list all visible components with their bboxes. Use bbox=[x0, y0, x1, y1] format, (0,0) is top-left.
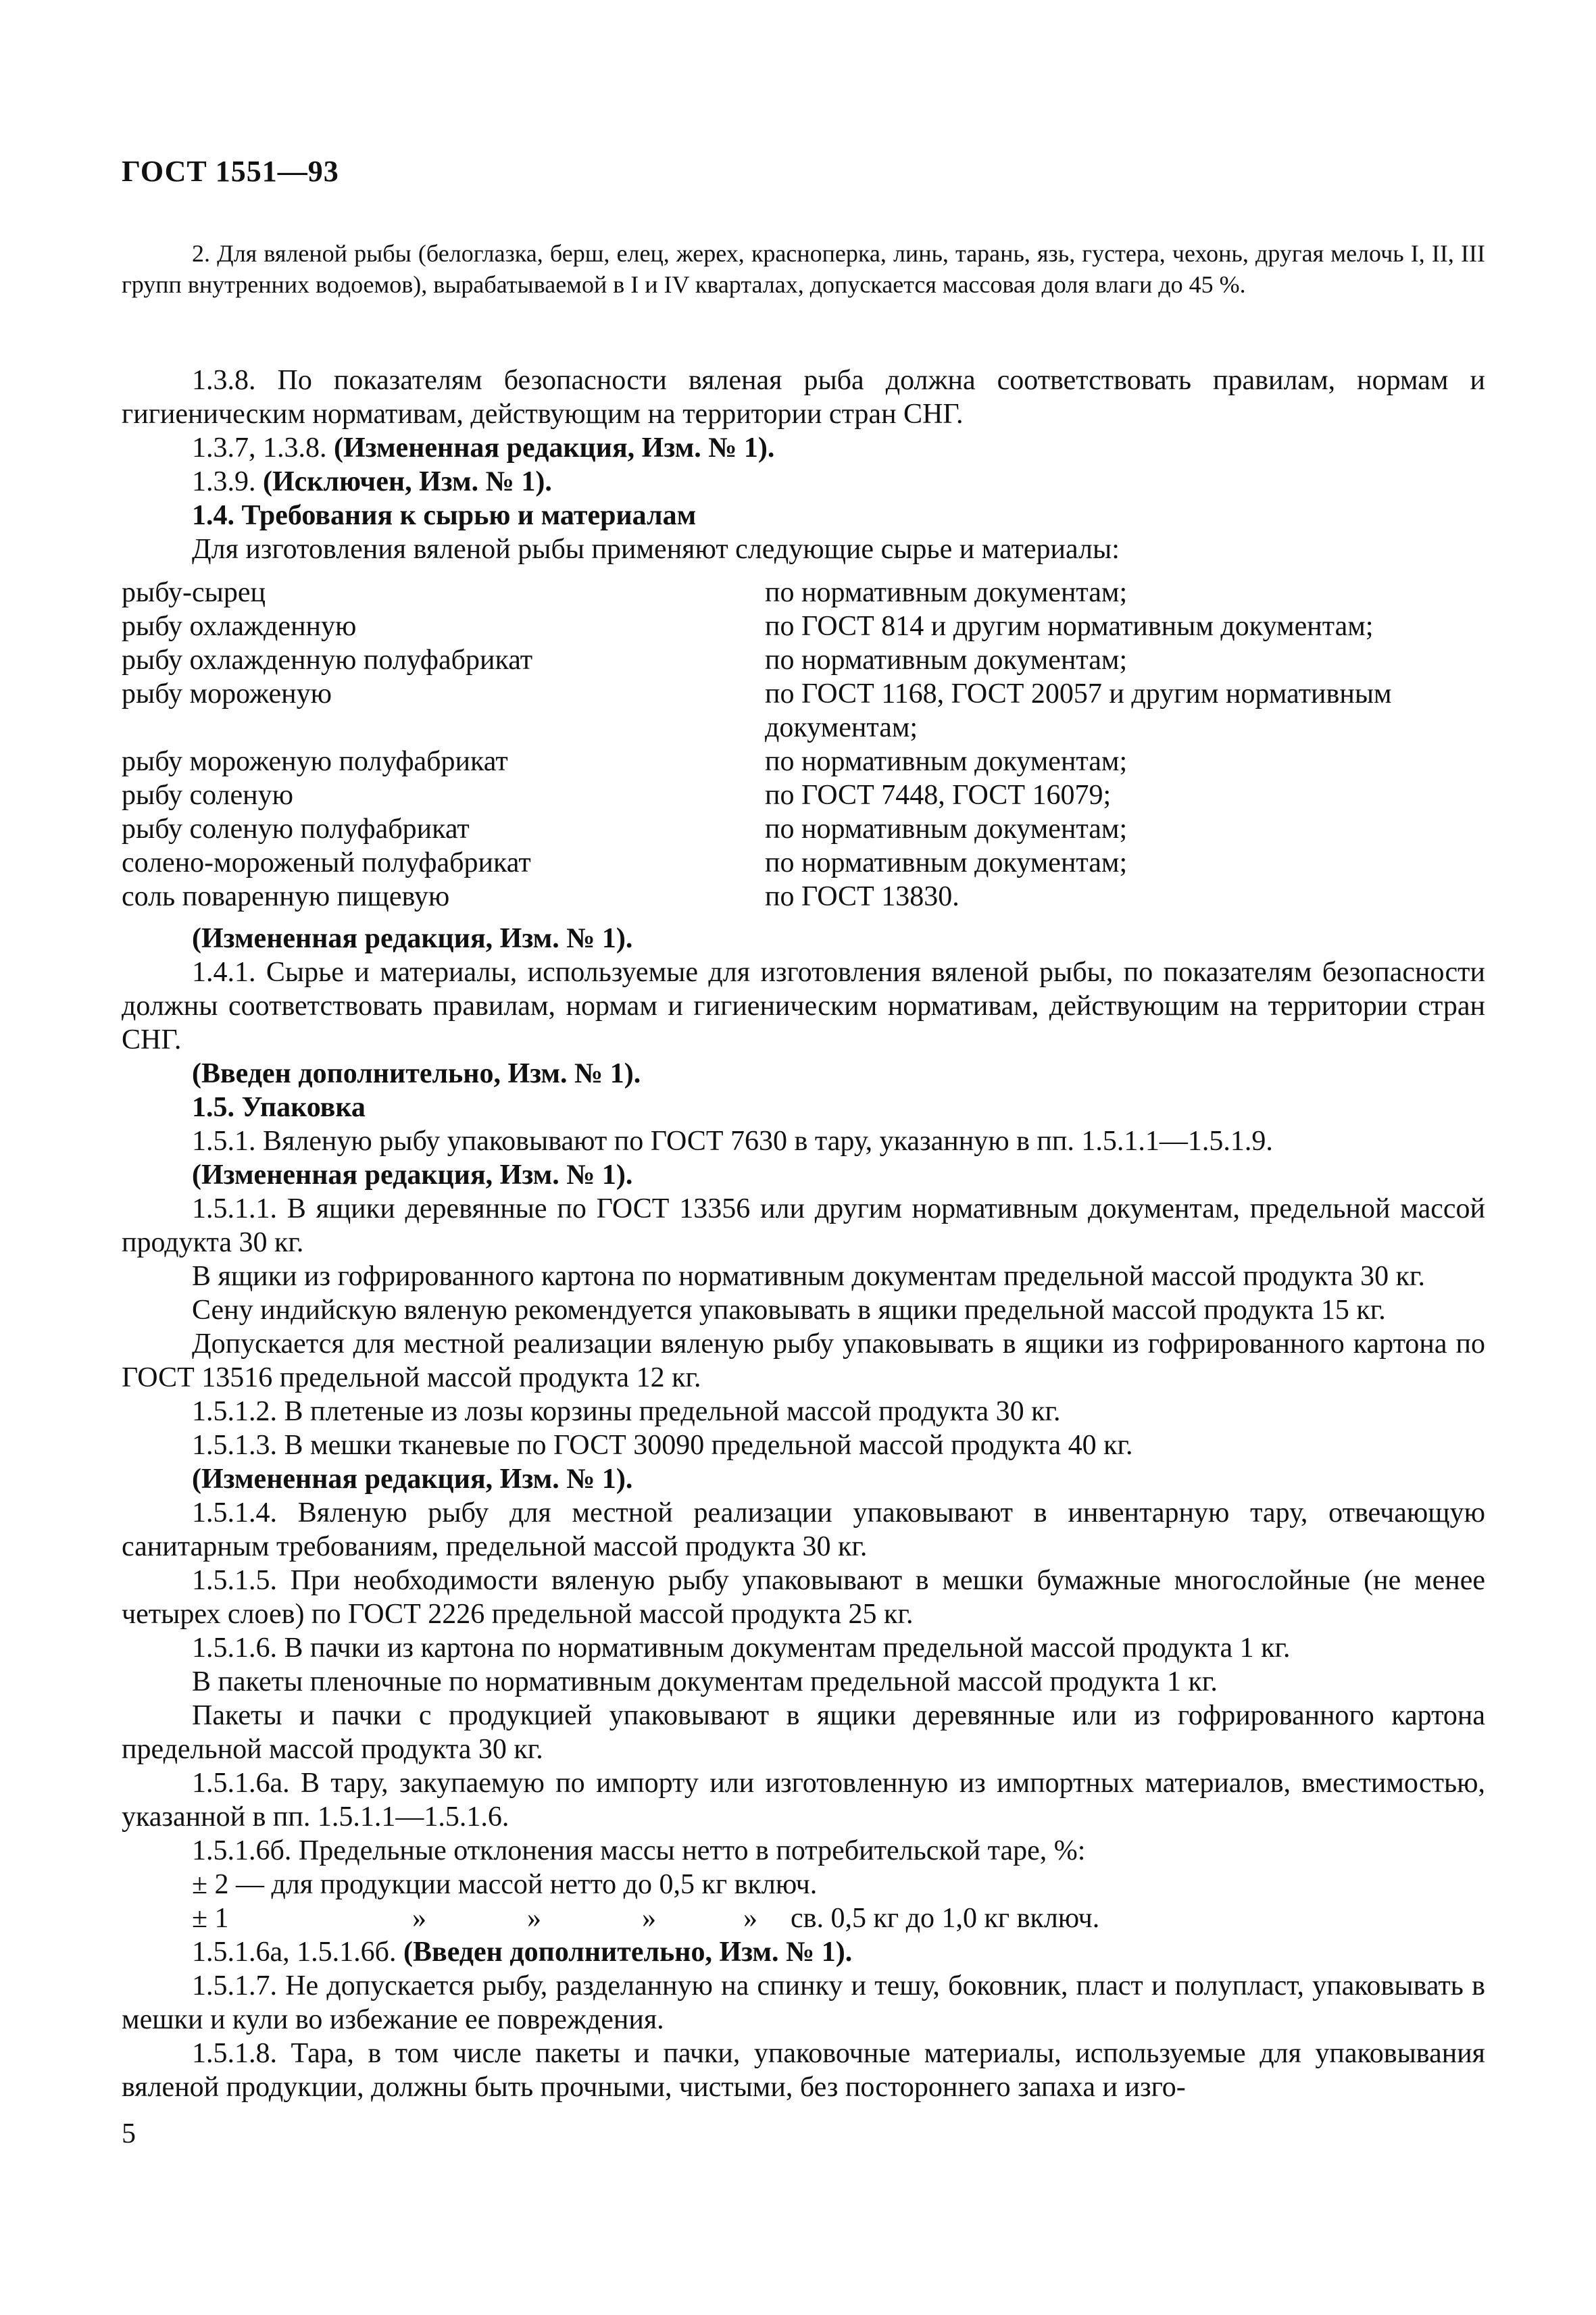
paragraph-1-5-1-1-d: Допускается для местной реализации вяленую рыбу упаковывать в ящики из гофрированного картона по ГОСТ 13516 предельной массой продукта 12 кг. bbox=[122, 1328, 1485, 1393]
introduced-note: (Введен дополнительно, Изм. № 1). bbox=[403, 1937, 853, 1968]
tolerance-line-1: ± 2 — для продукции массой нетто до 0,5 кг включ. bbox=[192, 1869, 818, 1900]
note-paragraph: 2. Для вяленой рыбы (белоглазка, берш, елец, жерех, красноперка, линь, тарань, язь, густера, чехонь, другая мелочь I, II, III групп внутренних водоемов), вырабатываемой в I и IV кварталах, допускается массовая доля влаги до 45 %. bbox=[122, 240, 1485, 298]
introduced-note: (Введен дополнительно, Изм. № 1). bbox=[192, 1058, 641, 1089]
clause-number: 1.3.9. bbox=[192, 466, 256, 497]
amendment-note: (Измененная редакция, Изм. № 1). bbox=[192, 1160, 633, 1191]
amendment-note: (Измененная редакция, Изм. № 1). bbox=[192, 923, 633, 954]
amendment-ref: 1.5.1.6а, 1.5.1.6б. bbox=[192, 1937, 397, 1968]
list-item: рыбу соленую полуфабрикат по нормативным документам; bbox=[122, 814, 1128, 845]
paragraph-1-5-1-5: 1.5.1.5. При необходимости вяленую рыбу упаковывают в мешки бумажные многослойные (не менее четырех слоев) по ГОСТ 2226 предельной массой продукта 25 кг. bbox=[122, 1565, 1485, 1630]
list-item: рыбу-сырец по нормативным документам; bbox=[122, 577, 1128, 608]
amendment-1-3-7 bbox=[122, 431, 1485, 465]
list-item: рыбу соленую по ГОСТ 7448, ГОСТ 16079; bbox=[122, 780, 1112, 811]
amendment-ref: 1.3.7, 1.3.8. bbox=[192, 432, 327, 464]
paragraph-1-5-1-7: 1.5.1.7. Не допускается рыбу, разделанную на спинку и тешу, боковник, пласт и полупласт, упаковывать в мешки и кули во избежание ее повреждения. bbox=[122, 1970, 1485, 2035]
paragraph-1-3-8: 1.3.8. По показателям безопасности вяленая рыба должна соответствовать правилам, нормам и гигиеническим нормативам, действующим на территории стран СНГ. bbox=[122, 365, 1485, 430]
paragraph-1-5-1-6-c: Пакеты и пачки с продукцией упаковывают в ящики деревянные или из гофрированного картона предельной массой продукта 30 кг. bbox=[122, 1700, 1485, 1765]
paragraph-1-5-1: 1.5.1. Вяленую рыбу упаковывают по ГОСТ 7630 в тару, указанную в пп. 1.5.1.1—1.5.1.9. bbox=[192, 1126, 1273, 1157]
paragraph-1-5-1-3: 1.5.1.3. В мешки тканевые по ГОСТ 30090 предельной массой продукта 40 кг. bbox=[192, 1430, 1133, 1461]
document-header: ГОСТ 1551—93 bbox=[122, 155, 339, 188]
paragraph-1-5-1-6: 1.5.1.6. В пачки из картона по нормативным документам предельной массой продукта 1 кг. bbox=[192, 1633, 1291, 1664]
paragraph-1-5-1-1-c: Сену индийскую вяленую рекомендуется упаковывать в ящики предельной массой продукта 15 кг. bbox=[192, 1295, 1386, 1326]
list-item: соль поваренную пищевую по ГОСТ 13830. bbox=[122, 881, 959, 912]
amendment-note: (Измененная редакция, Изм. № 1). bbox=[192, 1464, 633, 1495]
materials-list bbox=[122, 576, 1485, 914]
list-item: рыбу охлажденную по ГОСТ 814 и другим нормативным документам; bbox=[122, 611, 1374, 642]
list-item: рыбу охлажденную полуфабрикат по нормативным документам; bbox=[122, 645, 1128, 676]
excluded-note: (Исключен, Изм. № 1). bbox=[263, 466, 552, 497]
page-number: 5 bbox=[122, 2118, 136, 2149]
paragraph-1-5-1-8: 1.5.1.8. Тара, в том числе пакеты и пачки, упаковочные материалы, используемые для упаковывания вяленой продукции, должны быть прочными, чистыми, без постороннего запаха и изго- bbox=[122, 2038, 1485, 2103]
note-block bbox=[122, 238, 1485, 300]
paragraph-1-5-1-1-b: В ящики из гофрированного картона по нормативным документам предельной массой продукта 30 кг. bbox=[192, 1261, 1426, 1292]
paragraph-1-5-1-1: 1.5.1.1. В ящики деревянные по ГОСТ 13356 или другим нормативным документам, предельной массой продукта 30 кг. bbox=[122, 1193, 1485, 1258]
tolerance-line-2: ± 1 » » » » св. 0,5 кг до 1,0 кг включ. bbox=[192, 1903, 1100, 1934]
paragraph-1-5-1-6-b: В пакеты пленочные по нормативным документам предельной массой продукта 1 кг. bbox=[192, 1666, 1218, 1697]
paragraph-1-5-1-2: 1.5.1.2. В плетеные из лозы корзины предельной массой продукта 30 кг. bbox=[192, 1396, 1061, 1427]
introduced-1-5-1-6 bbox=[122, 1935, 1485, 1969]
main-text bbox=[122, 364, 1485, 2104]
section-1-4-intro: Для изготовления вяленой рыбы применяют следующие сырье и материалы: bbox=[192, 534, 1120, 565]
paragraph-1-5-1-6b: 1.5.1.6б. Предельные отклонения массы нетто в потребительской таре, %: bbox=[192, 1835, 1086, 1866]
paragraph-1-4-1: 1.4.1. Сырье и материалы, используемые для изготовления вяленой рыбы, по показателям безопасности должны соответствовать правилам, нормам и гигиеническим нормативам, действующим на территории стран СНГ. bbox=[122, 957, 1485, 1055]
document-page bbox=[122, 0, 1485, 2315]
section-1-4-title: 1.4. Требования к сырью и материалам bbox=[192, 500, 697, 531]
paragraph-1-5-1-6a: 1.5.1.6а. В тару, закупаемую по импорту или изготовленную из импортных материалов, вместимостью, указанной в пп. 1.5.1.1—1.5.1.6. bbox=[122, 1768, 1485, 1833]
list-item: рыбу мороженую по ГОСТ 1168, ГОСТ 20057 и другим нормативным документам; bbox=[122, 678, 1392, 743]
paragraph-1-5-1-4: 1.5.1.4. Вяленую рыбу для местной реализации упаковывают в инвентарную тару, отвечающую санитарным требованиям, предельной массой продукта 30 кг. bbox=[122, 1497, 1485, 1562]
paragraph-1-3-9 bbox=[122, 465, 1485, 499]
list-item: рыбу мороженую полуфабрикат по нормативным документам; bbox=[122, 746, 1128, 777]
amendment-note: (Измененная редакция, Изм. № 1). bbox=[334, 432, 775, 464]
section-1-5-title: 1.5. Упаковка bbox=[192, 1092, 366, 1123]
list-item: солено-мороженый полуфабрикат по нормативным документам; bbox=[122, 847, 1128, 878]
